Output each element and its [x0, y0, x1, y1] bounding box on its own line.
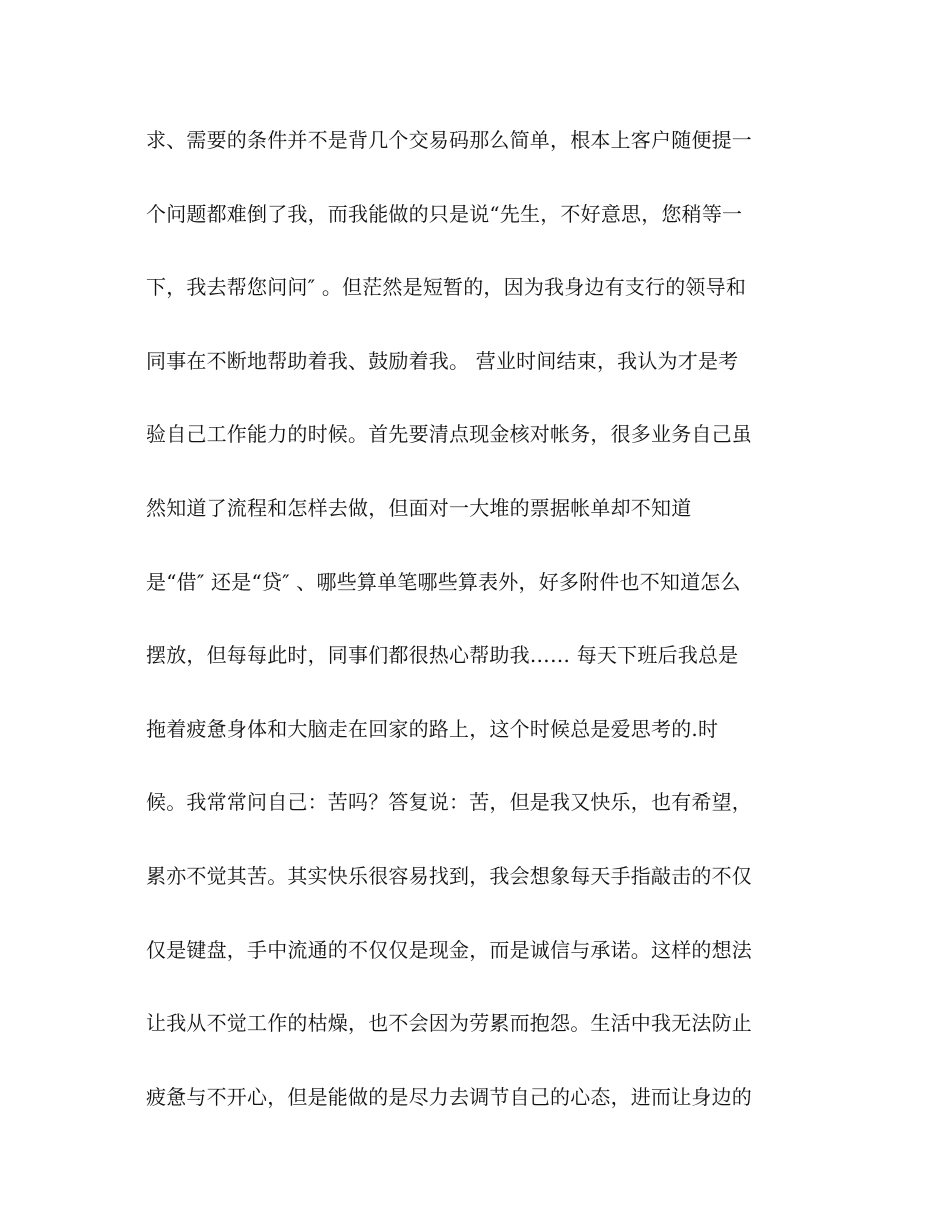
text-line-2: 个问题都难倒了我，而我能做的只是说“先生，不好意思，您稍等一	[146, 201, 743, 226]
text-line-8: 摆放，但每每此时，同事们都很热心帮助我…… 每天下班后我总是	[146, 643, 739, 668]
text-line-12: 仅是键盘，手中流通的不仅仅是现金，而是诚信与承诺。这样的想法	[146, 937, 752, 962]
text-line-11: 累亦不觉其苦。其实快乐很容易找到，我会想象每天手指敲击的不仅	[146, 863, 752, 888]
text-line-5: 验自己工作能力的时候。首先要清点现金核对帐务，很多业务自己虽	[146, 422, 752, 447]
text-line-7: 是“借″ 还是“贷″ 、哪些算单笔哪些算表外，好多附件也不知道怎么	[146, 569, 741, 594]
text-line-6: 然知道了流程和怎样去做，但面对一大堆的票据帐单却不知道	[146, 495, 692, 520]
body-text	[146, 118, 806, 1148]
text-line-9: 拖着疲惫身体和大脑走在回家的路上，这个时候总是爱思考的.时	[146, 716, 719, 741]
text-line-1: 求、需要的条件并不是背几个交易码那么简单，根本上客户随便提一	[146, 128, 752, 152]
text-line-14: 疲惫与不开心，但是能做的是尽力去调节自己的心态，进而让身边的	[146, 1084, 752, 1109]
text-line-13: 让我从不觉工作的枯燥，也不会因为劳累而抱怨。生活中我无法防止	[146, 1011, 752, 1036]
text-line-4: 同事在不断地帮助着我、鼓励着我。 营业时间结束，我认为才是考	[146, 348, 739, 373]
text-line-3: 下，我去帮您问问″ 。但茫然是短暂的，因为我身边有支行的领导和	[146, 275, 747, 300]
text-line-10: 候。我常常问自己：苦吗？答复说：苦，但是我又快乐，也有希望，	[146, 790, 752, 815]
